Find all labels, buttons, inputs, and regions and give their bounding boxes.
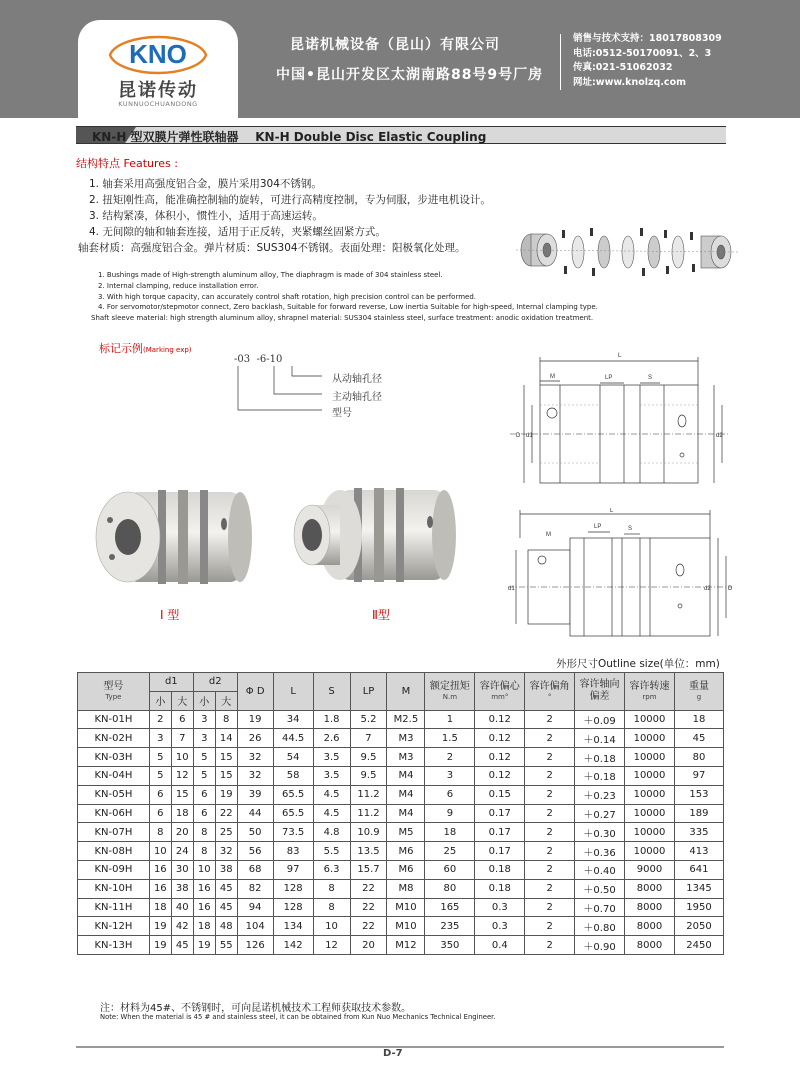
- table-cell: 413: [674, 842, 723, 861]
- col-header-L: L: [273, 673, 313, 711]
- type-2-label: Ⅱ型: [372, 608, 390, 622]
- table-row: [78, 917, 724, 936]
- table-cell: ＋0.36: [575, 842, 625, 861]
- dim-S-label: S: [648, 375, 653, 381]
- table-cell: 0.12: [475, 729, 525, 748]
- table-cell: 8000: [625, 898, 675, 917]
- table-cell: 2050: [674, 917, 723, 936]
- table-cell: ＋0.40: [575, 860, 625, 879]
- table-cell: 9000: [625, 860, 675, 879]
- table-row: [78, 879, 724, 898]
- table-cell: 97: [273, 860, 313, 879]
- table-cell: 2: [525, 898, 575, 917]
- table-cell: 1.5: [425, 729, 475, 748]
- table-cell: 2: [525, 804, 575, 823]
- table-cell: 1: [425, 710, 475, 729]
- table-cell: 0.15: [475, 785, 525, 804]
- table-cell: 8: [215, 710, 237, 729]
- table-cell: 2: [525, 936, 575, 955]
- dim-M-label: M: [550, 374, 555, 380]
- table-cell-model: KN-04H: [78, 766, 150, 785]
- table-cell: ＋0.18: [575, 766, 625, 785]
- table-cell: 0.4: [475, 936, 525, 955]
- table-cell: 14: [215, 729, 237, 748]
- table-cell: 2: [525, 879, 575, 898]
- table-cell: 0.17: [475, 804, 525, 823]
- table-cell: 4.5: [313, 785, 350, 804]
- table-cell: 45: [215, 898, 237, 917]
- table-cell: 128: [273, 879, 313, 898]
- table-cell: 11.2: [350, 804, 387, 823]
- table-cell: 38: [215, 860, 237, 879]
- table-row: [78, 860, 724, 879]
- table-cell: 189: [674, 804, 723, 823]
- note-english: Note: When the material is 45 # and stainless steel, it can be obtained from Kun Nuo Mechanics Technical Engineer.: [100, 1013, 496, 1021]
- table-cell: 22: [215, 804, 237, 823]
- table-cell: M12: [387, 936, 425, 955]
- table-cell: M6: [387, 842, 425, 861]
- table-cell: 0.18: [475, 860, 525, 879]
- type-1-label: Ⅰ 型: [160, 608, 180, 622]
- table-cell: 0.12: [475, 710, 525, 729]
- feature-en-3: 3. With high torque capacity, can accurately control shaft rotation, high precision control can be performed.: [98, 292, 477, 301]
- table-cell: 350: [425, 936, 475, 955]
- feature-cn-2: 2. 扭矩刚性高，能准确控制轴的旋转，可进行高精度控制，专为伺服，步进电机设计。: [89, 194, 491, 206]
- specification-table-body: [78, 710, 724, 954]
- table-cell: 10000: [625, 729, 675, 748]
- table-cell: 13.5: [350, 842, 387, 861]
- table-cell: 32: [237, 748, 273, 767]
- table-cell: ＋0.23: [575, 785, 625, 804]
- feature-en-1: 1. Bushings made of High-strength aluminum alloy, The diaphragm is made of 304 stainless steel.: [98, 271, 443, 279]
- table-cell: 2: [525, 823, 575, 842]
- table-cell: M10: [387, 898, 425, 917]
- col-header-weight: 重量 g: [674, 673, 723, 711]
- table-cell: 2.6: [313, 729, 350, 748]
- table-cell: 22: [350, 898, 387, 917]
- feature-cn-4: 4. 无间隙的轴和轴套连接，适用于正反转，夹紧螺丝固紧方式。: [89, 226, 386, 238]
- feature-cn-3: 3. 结构紧凑，体积小，惯性小，适用于高速运转。: [89, 210, 323, 222]
- product-image-type-1: [88, 462, 258, 597]
- table-row: [78, 823, 724, 842]
- table-cell: 1345: [674, 879, 723, 898]
- table-cell: 34: [273, 710, 313, 729]
- note-chinese: 注：材料为45#、不锈钢时，可向昆诺机械技术工程师获取技术参数。: [100, 1003, 412, 1014]
- table-cell: 32: [237, 766, 273, 785]
- table-cell: 10000: [625, 804, 675, 823]
- table-cell-model: KN-09H: [78, 860, 150, 879]
- table-cell: 15: [171, 785, 193, 804]
- page-number: D-7: [383, 1048, 403, 1059]
- product-image-type-2: [292, 470, 462, 600]
- table-cell: 11.2: [350, 785, 387, 804]
- table-cell: ＋0.70: [575, 898, 625, 917]
- table-cell: 10: [313, 917, 350, 936]
- col-header-axial: 容许轴向 偏差: [575, 673, 625, 711]
- kno-logo-mark: [106, 34, 210, 76]
- table-cell: 2: [149, 710, 171, 729]
- logo-letters: KNO: [129, 39, 187, 69]
- table-cell: M6: [387, 860, 425, 879]
- table-cell: 19: [237, 710, 273, 729]
- table-cell-model: KN-07H: [78, 823, 150, 842]
- table-cell: 45: [171, 936, 193, 955]
- table-cell: 45: [674, 729, 723, 748]
- table-cell: 12: [171, 766, 193, 785]
- dim-D-label: D: [516, 433, 521, 439]
- table-cell: 0.3: [475, 917, 525, 936]
- table-cell: 19: [215, 785, 237, 804]
- table-cell: 2: [525, 748, 575, 767]
- col-header-S: S: [313, 673, 350, 711]
- contact-sales: 销售与技术支持：18017808309: [573, 33, 722, 44]
- contact-info: [573, 32, 722, 90]
- col-header-speed: 容许转速 rpm: [625, 673, 675, 711]
- table-cell: M4: [387, 804, 425, 823]
- table-cell: ＋0.27: [575, 804, 625, 823]
- table-cell: 82: [237, 879, 273, 898]
- dim2-M-label: M: [546, 532, 551, 538]
- table-cell: 0.12: [475, 748, 525, 767]
- table-cell: M4: [387, 785, 425, 804]
- feature-cn-1: 1. 轴套采用高强度铝合金，膜片采用304不锈钢。: [89, 178, 322, 190]
- table-cell: 8000: [625, 917, 675, 936]
- company-address: 中国•昆山开发区太湖南路88号9号厂房: [276, 67, 544, 83]
- table-cell: M4: [387, 766, 425, 785]
- table-cell: ＋0.90: [575, 936, 625, 955]
- table-cell: 24: [171, 842, 193, 861]
- table-cell: M2.5: [387, 710, 425, 729]
- contact-website[interactable]: 网址:www.knolzq.com: [573, 76, 686, 88]
- table-cell: 50: [237, 823, 273, 842]
- table-cell: 0.17: [475, 823, 525, 842]
- table-cell: 9.5: [350, 766, 387, 785]
- table-cell: 6: [149, 785, 171, 804]
- table-cell: 1.8: [313, 710, 350, 729]
- table-cell: 26: [237, 729, 273, 748]
- table-cell: ＋0.30: [575, 823, 625, 842]
- table-row: [78, 936, 724, 955]
- table-cell: 15.7: [350, 860, 387, 879]
- col-header-d1: d1: [149, 673, 193, 692]
- table-cell: 6: [171, 710, 193, 729]
- table-cell: 6: [193, 804, 215, 823]
- table-cell: 8: [149, 823, 171, 842]
- table-row: [78, 710, 724, 729]
- table-row: [78, 804, 724, 823]
- table-cell: 8000: [625, 936, 675, 955]
- dim2-D-label: D: [728, 586, 733, 592]
- table-cell: 10: [149, 842, 171, 861]
- table-cell: 3: [193, 710, 215, 729]
- table-cell-model: KN-11H: [78, 898, 150, 917]
- table-cell: 20: [171, 823, 193, 842]
- table-cell: 0.17: [475, 842, 525, 861]
- dim2-S-label: S: [628, 526, 633, 532]
- table-cell-model: KN-13H: [78, 936, 150, 955]
- table-cell: 5.5: [313, 842, 350, 861]
- table-row: [78, 898, 724, 917]
- company-logo: [78, 20, 238, 118]
- table-cell: 10000: [625, 766, 675, 785]
- table-cell: 104: [237, 917, 273, 936]
- table-cell: 16: [193, 898, 215, 917]
- page-header: [0, 0, 800, 118]
- feature-cn-material: 轴套材质：高强度铝合金。弹片材质：SUS304不锈钢。表面处理：阳极氧化处理。: [78, 242, 466, 254]
- feature-en-material: Shaft sleeve material: high strength aluminum alloy, shrapnel material: SUS304 stainless steel, surface treatment: anodic oxidation treatment.: [91, 314, 594, 323]
- table-cell: 56: [237, 842, 273, 861]
- col-header-d2-small: 小: [193, 691, 215, 710]
- product-title-bar: KN-H 型双膜片弹性联轴器 KN-H Double Disc Elastic Coupling: [76, 126, 726, 144]
- table-cell: 2: [525, 729, 575, 748]
- table-cell: M10: [387, 917, 425, 936]
- table-cell: 2: [525, 710, 575, 729]
- table-cell: 2450: [674, 936, 723, 955]
- table-cell: ＋0.09: [575, 710, 625, 729]
- table-cell: 19: [149, 936, 171, 955]
- table-cell: 6: [425, 785, 475, 804]
- table-cell: 8: [313, 879, 350, 898]
- table-cell: 0.18: [475, 879, 525, 898]
- table-cell: 5: [193, 748, 215, 767]
- table-cell: 10000: [625, 823, 675, 842]
- table-cell: 65.5: [273, 804, 313, 823]
- table-cell-model: KN-05H: [78, 785, 150, 804]
- table-cell: 19: [193, 936, 215, 955]
- specification-table: [77, 672, 724, 955]
- col-header-torque: 额定扭矩 N.m: [425, 673, 475, 711]
- table-cell: 7: [171, 729, 193, 748]
- col-header-angle: 容许偏角 °: [525, 673, 575, 711]
- table-cell: 2: [525, 917, 575, 936]
- table-cell: 0.12: [475, 766, 525, 785]
- dimension-drawing-type-2: [500, 508, 740, 643]
- table-cell: 10.9: [350, 823, 387, 842]
- dim2-d2-label: d2: [704, 586, 711, 592]
- col-header-d1-large: 大: [171, 691, 193, 710]
- table-cell: 10000: [625, 710, 675, 729]
- table-cell: 235: [425, 917, 475, 936]
- table-cell: 3: [425, 766, 475, 785]
- col-header-d1-small: 小: [149, 691, 171, 710]
- table-cell: 22: [350, 879, 387, 898]
- table-cell-model: KN-08H: [78, 842, 150, 861]
- table-cell: M5: [387, 823, 425, 842]
- contact-phone: 电话:0512-50170091、2、3: [573, 47, 712, 59]
- table-cell: 44.5: [273, 729, 313, 748]
- col-header-LP: LP: [350, 673, 387, 711]
- table-cell: 32: [215, 842, 237, 861]
- table-row: [78, 748, 724, 767]
- feature-en-4: 4. For servomotor/stepmotor connect, Zero backlash, Suitable for forward reverse, Low inertia Suitable for high-speed, Internal clamping type.: [98, 303, 598, 312]
- table-cell: 18: [171, 804, 193, 823]
- col-header-M: M: [387, 673, 425, 711]
- header-divider: [560, 34, 561, 90]
- table-cell: 2: [525, 860, 575, 879]
- contact-fax: 传真:021-51062032: [573, 62, 673, 73]
- table-cell: 45: [215, 879, 237, 898]
- outline-size-label: 外形尺寸Outline size(单位：mm): [556, 658, 720, 670]
- table-cell: 38: [171, 879, 193, 898]
- table-cell: 2: [525, 842, 575, 861]
- table-row: [78, 785, 724, 804]
- table-cell: 18: [425, 823, 475, 842]
- table-cell: 15: [215, 748, 237, 767]
- table-cell-model: KN-01H: [78, 710, 150, 729]
- table-cell: 142: [273, 936, 313, 955]
- table-cell: 1950: [674, 898, 723, 917]
- table-cell: 18: [149, 898, 171, 917]
- table-cell: 9.5: [350, 748, 387, 767]
- table-cell: 126: [237, 936, 273, 955]
- table-cell: 2: [525, 785, 575, 804]
- table-cell: 94: [237, 898, 273, 917]
- table-cell-model: KN-03H: [78, 748, 150, 767]
- features-heading: 结构特点 Features :: [76, 157, 178, 170]
- table-cell: 4.5: [313, 804, 350, 823]
- table-cell: 97: [674, 766, 723, 785]
- table-cell: 8: [313, 898, 350, 917]
- logo-pinyin-name: KUNNUOCHUANDONG: [118, 100, 198, 108]
- table-cell: 2: [525, 766, 575, 785]
- table-cell: 3: [193, 729, 215, 748]
- features-list-cn: [78, 176, 491, 256]
- table-cell: 4.8: [313, 823, 350, 842]
- table-cell: 6: [193, 785, 215, 804]
- table-cell: 8000: [625, 879, 675, 898]
- table-cell: 54: [273, 748, 313, 767]
- table-cell: 30: [171, 860, 193, 879]
- dimension-drawing-type-1: [500, 345, 740, 495]
- company-name: 昆诺机械设备（昆山）有限公司: [290, 37, 500, 53]
- table-cell: ＋0.14: [575, 729, 625, 748]
- table-cell: 5.2: [350, 710, 387, 729]
- table-cell: 134: [273, 917, 313, 936]
- table-cell: 5: [149, 748, 171, 767]
- table-cell: 16: [193, 879, 215, 898]
- table-cell: 335: [674, 823, 723, 842]
- table-cell-model: KN-02H: [78, 729, 150, 748]
- table-cell: 20: [350, 936, 387, 955]
- table-cell: 153: [674, 785, 723, 804]
- col-header-type: 型号 Type: [78, 673, 150, 711]
- marking-leader-lines: [230, 362, 340, 418]
- dim-L-label: L: [618, 353, 622, 359]
- table-cell: M3: [387, 729, 425, 748]
- dim-d1-label: d1: [526, 433, 533, 439]
- dim2-L-label: L: [610, 508, 614, 514]
- table-cell: 641: [674, 860, 723, 879]
- dim2-LP-label: LP: [594, 524, 602, 530]
- table-cell: 15: [215, 766, 237, 785]
- table-cell: 73.5: [273, 823, 313, 842]
- table-cell-model: KN-10H: [78, 879, 150, 898]
- table-cell: 58: [273, 766, 313, 785]
- table-cell: 19: [149, 917, 171, 936]
- table-cell: 10000: [625, 842, 675, 861]
- table-cell: 16: [149, 879, 171, 898]
- table-cell: 55: [215, 936, 237, 955]
- table-cell: 10: [193, 860, 215, 879]
- table-cell: 10: [171, 748, 193, 767]
- table-cell: 40: [171, 898, 193, 917]
- col-header-d2-large: 大: [215, 691, 237, 710]
- table-cell: 128: [273, 898, 313, 917]
- table-cell: 60: [425, 860, 475, 879]
- table-cell: ＋0.50: [575, 879, 625, 898]
- table-cell: 10000: [625, 785, 675, 804]
- table-cell: ＋0.18: [575, 748, 625, 767]
- table-row: [78, 766, 724, 785]
- table-cell: 44: [237, 804, 273, 823]
- marking-heading: 标记示例(Marking exp): [99, 342, 192, 355]
- table-cell: 12: [313, 936, 350, 955]
- table-cell: 65.5: [273, 785, 313, 804]
- table-cell: 22: [350, 917, 387, 936]
- table-cell: 25: [425, 842, 475, 861]
- table-cell: M3: [387, 748, 425, 767]
- table-cell: 6.3: [313, 860, 350, 879]
- table-cell-model: KN-12H: [78, 917, 150, 936]
- marking-label-drive-bore: 主动轴孔径: [332, 392, 382, 403]
- table-cell: 18: [193, 917, 215, 936]
- table-cell: 9: [425, 804, 475, 823]
- table-row: [78, 842, 724, 861]
- table-cell: 3.5: [313, 748, 350, 767]
- table-cell: 6: [149, 804, 171, 823]
- table-cell: 3: [149, 729, 171, 748]
- feature-en-2: 2. Internal clamping, reduce installation error.: [98, 281, 259, 290]
- table-cell: 25: [215, 823, 237, 842]
- table-cell: 42: [171, 917, 193, 936]
- table-cell: 5: [149, 766, 171, 785]
- table-cell: 8: [193, 842, 215, 861]
- table-cell: 16: [149, 860, 171, 879]
- col-header-d2: d2: [193, 673, 237, 692]
- table-row: [78, 729, 724, 748]
- col-header-eccentric: 容许偏心 mm°: [475, 673, 525, 711]
- table-cell: 165: [425, 898, 475, 917]
- marking-label-model: 型号: [332, 408, 352, 419]
- table-cell: ＋0.80: [575, 917, 625, 936]
- logo-chinese-name: 昆诺传动: [118, 80, 198, 101]
- table-cell: M8: [387, 879, 425, 898]
- table-cell: 7: [350, 729, 387, 748]
- col-header-D: Φ D: [237, 673, 273, 711]
- table-cell: 68: [237, 860, 273, 879]
- table-cell: 48: [215, 917, 237, 936]
- dim2-d1-label: d1: [508, 586, 515, 592]
- dim-LP-label: LP: [605, 375, 613, 381]
- table-cell: 0.3: [475, 898, 525, 917]
- table-cell: 3.5: [313, 766, 350, 785]
- marking-code: -03 -6-10: [234, 354, 283, 365]
- table-cell: 80: [674, 748, 723, 767]
- table-cell: 8: [193, 823, 215, 842]
- table-cell: 39: [237, 785, 273, 804]
- table-cell-model: KN-06H: [78, 804, 150, 823]
- dim-d2-label: d2: [716, 433, 723, 439]
- table-cell: 10000: [625, 748, 675, 767]
- table-cell: 2: [425, 748, 475, 767]
- marking-label-driven-bore: 从动轴孔径: [332, 374, 382, 385]
- table-cell: 18: [674, 710, 723, 729]
- table-cell: 83: [273, 842, 313, 861]
- table-cell: 80: [425, 879, 475, 898]
- table-cell: 5: [193, 766, 215, 785]
- exploded-view-image: [516, 222, 740, 282]
